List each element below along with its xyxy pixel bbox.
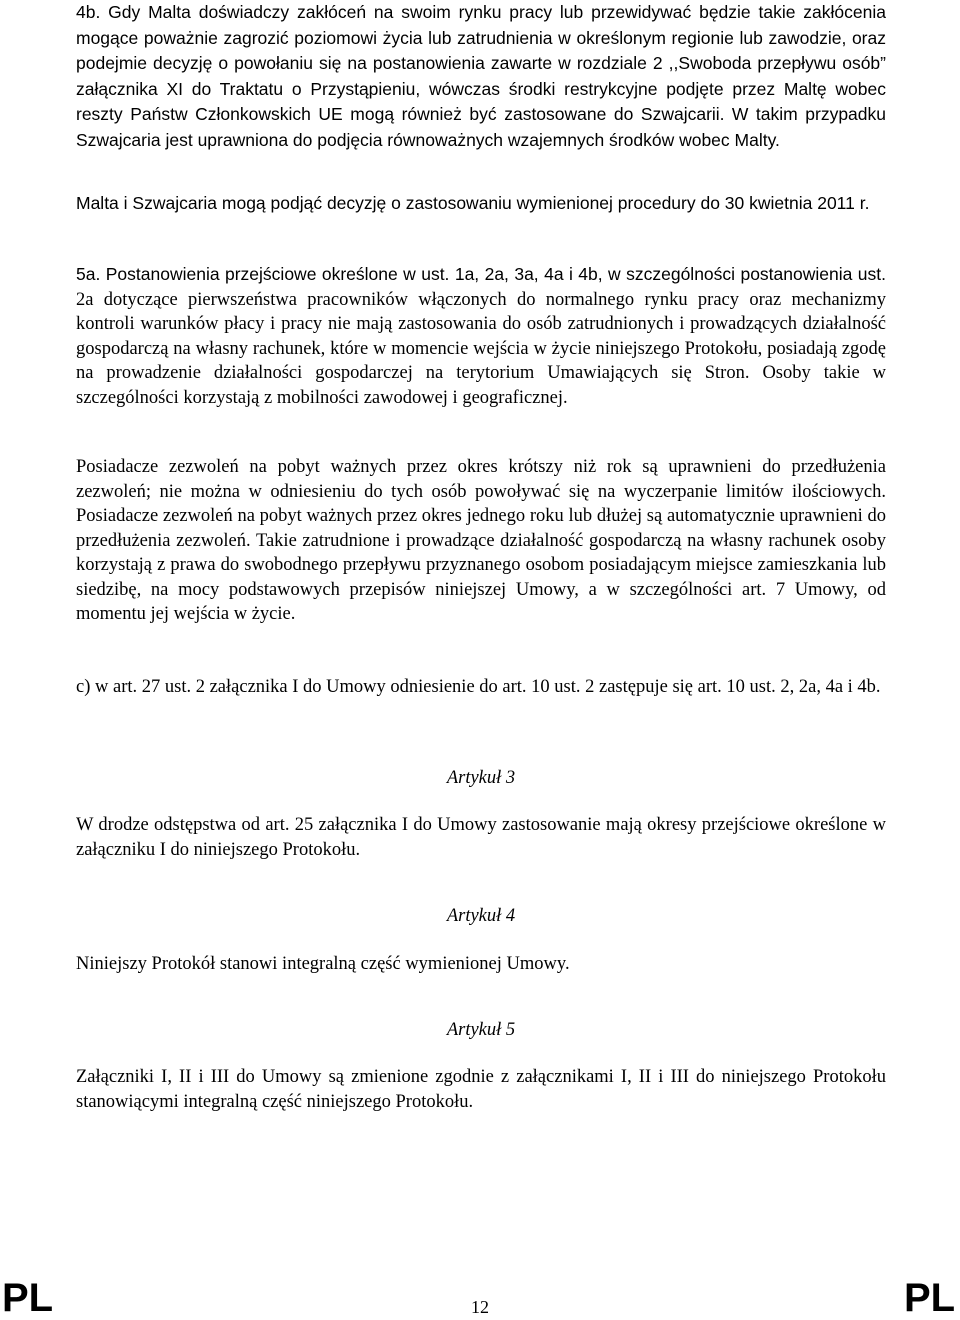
paragraph-4b-main: 4b. Gdy Malta doświadczy zakłóceń na swoim rynku pracy lub przewidywać będzie takie zakłócenia mogące poważnie zagrozić poziomowi życia lub zatrudnienia w określonym regionie lub zawodzie, oraz podejmie decyzję o powołaniu się na postanowienia zawarte w rozdziale 2 ,,Swoboda przepływu osób” załącznika XI do Traktatu o Przystąpieniu, wówczas środki restrykcyjne podjęte przez Maltę wobec reszty Państw Członkowskich UE mogą również być zastosowane do Szwajcarii. — [76, 2, 886, 124]
paragraph-5a-intro: 5a. Postanowienia przejściowe określone w ust. 1a, 2a, 3a, 4a i 4b, w szczególności postanowienia ust. — [76, 264, 886, 284]
page-number: 12 — [471, 1297, 489, 1317]
article-4-heading: Artykuł 4 — [446, 906, 516, 926]
paragraph-4b-reciprocal: W takim przypadku Szwajcaria jest uprawniona do podjęcia równoważnych wzajemnych środków wobec Malty. — [76, 104, 886, 150]
paragraph-5a-mobility: Osoby takie w szczególności korzystają z mobilności zawodowej i geograficznej. — [76, 363, 887, 408]
paragraph-5a — [76, 262, 886, 410]
footer-language-left: PL — [2, 1276, 54, 1320]
paragraph-permits-short: Posiadacze zezwoleń na pobyt ważnych przez okres krótszy niż rok są uprawnieni do przedłużenia zezwoleń; nie można w odniesieniu do tych osób powoływać się na wyczerpanie limitów ilościowych. — [76, 457, 886, 502]
paragraph-malta-decision: Malta i Szwajcaria mogą podjąć decyzję o zastosowaniu wymienionej procedury do 30 kwietnia 2011 r. — [76, 193, 870, 213]
paragraph-4b — [76, 0, 886, 153]
article-5-text: Załączniki I, II i III do Umowy są zmienione zgodnie z załącznikami I, II i III do niniejszego Protokołu stanowiącymi integralną część niniejszego Protokołu. — [76, 1067, 886, 1112]
footer-language-right: PL — [904, 1276, 956, 1320]
article-4-text: Niniejszy Protokół stanowi integralną część wymienionej Umowy. — [76, 954, 570, 974]
paragraph-permits-self-employed: Takie zatrudnione i prowadzące działalność gospodarczą na własny rachunek osoby korzystają z prawa do swobodnego przepływu przyznanego osobom posiadającym miejsce zamieszkania lub siedzibę, na mocy podstawowych przepisów niniejszej Umowy, a w szczególności art. 7 Umowy, od momentu jej wejścia w życie. — [76, 530, 886, 624]
article-5-heading: Artykuł 5 — [446, 1020, 516, 1040]
article-3-text: W drodze odstępstwa od art. 25 załącznika I do Umowy zastosowanie mają okresy przejściowe określone w załączniku I do niniejszego Protokołu. — [76, 815, 886, 860]
article-3-heading: Artykuł 3 — [446, 768, 516, 788]
paragraph-point-c: c) w art. 27 ust. 2 załącznika I do Umowy odniesienie do art. 10 ust. 2 zastępuje się art. 10 ust. 2, 2a, 4a i 4b. — [76, 677, 881, 697]
paragraph-5a-body: 2a dotyczące pierwszeństwa pracowników włączonych do normalnego rynku pracy oraz mechanizmy kontroli warunków płacy i pracy nie mają zastosowania do osób zatrudnionych i prowadzących działalność gospodarczą na własny rachunek, które w momencie wejścia w życie niniejszego Protokołu, posiadają zgodę na prowadzenie działalności gospodarczej na terytorium Umawiających się Stron. — [76, 289, 886, 383]
paragraph-permits — [76, 455, 886, 627]
paragraph-permits-long: Posiadacze zezwoleń na pobyt ważnych przez okres jednego roku lub dłużej są automatycznie uprawnieni do przedłużenia zezwoleń. — [76, 506, 886, 551]
